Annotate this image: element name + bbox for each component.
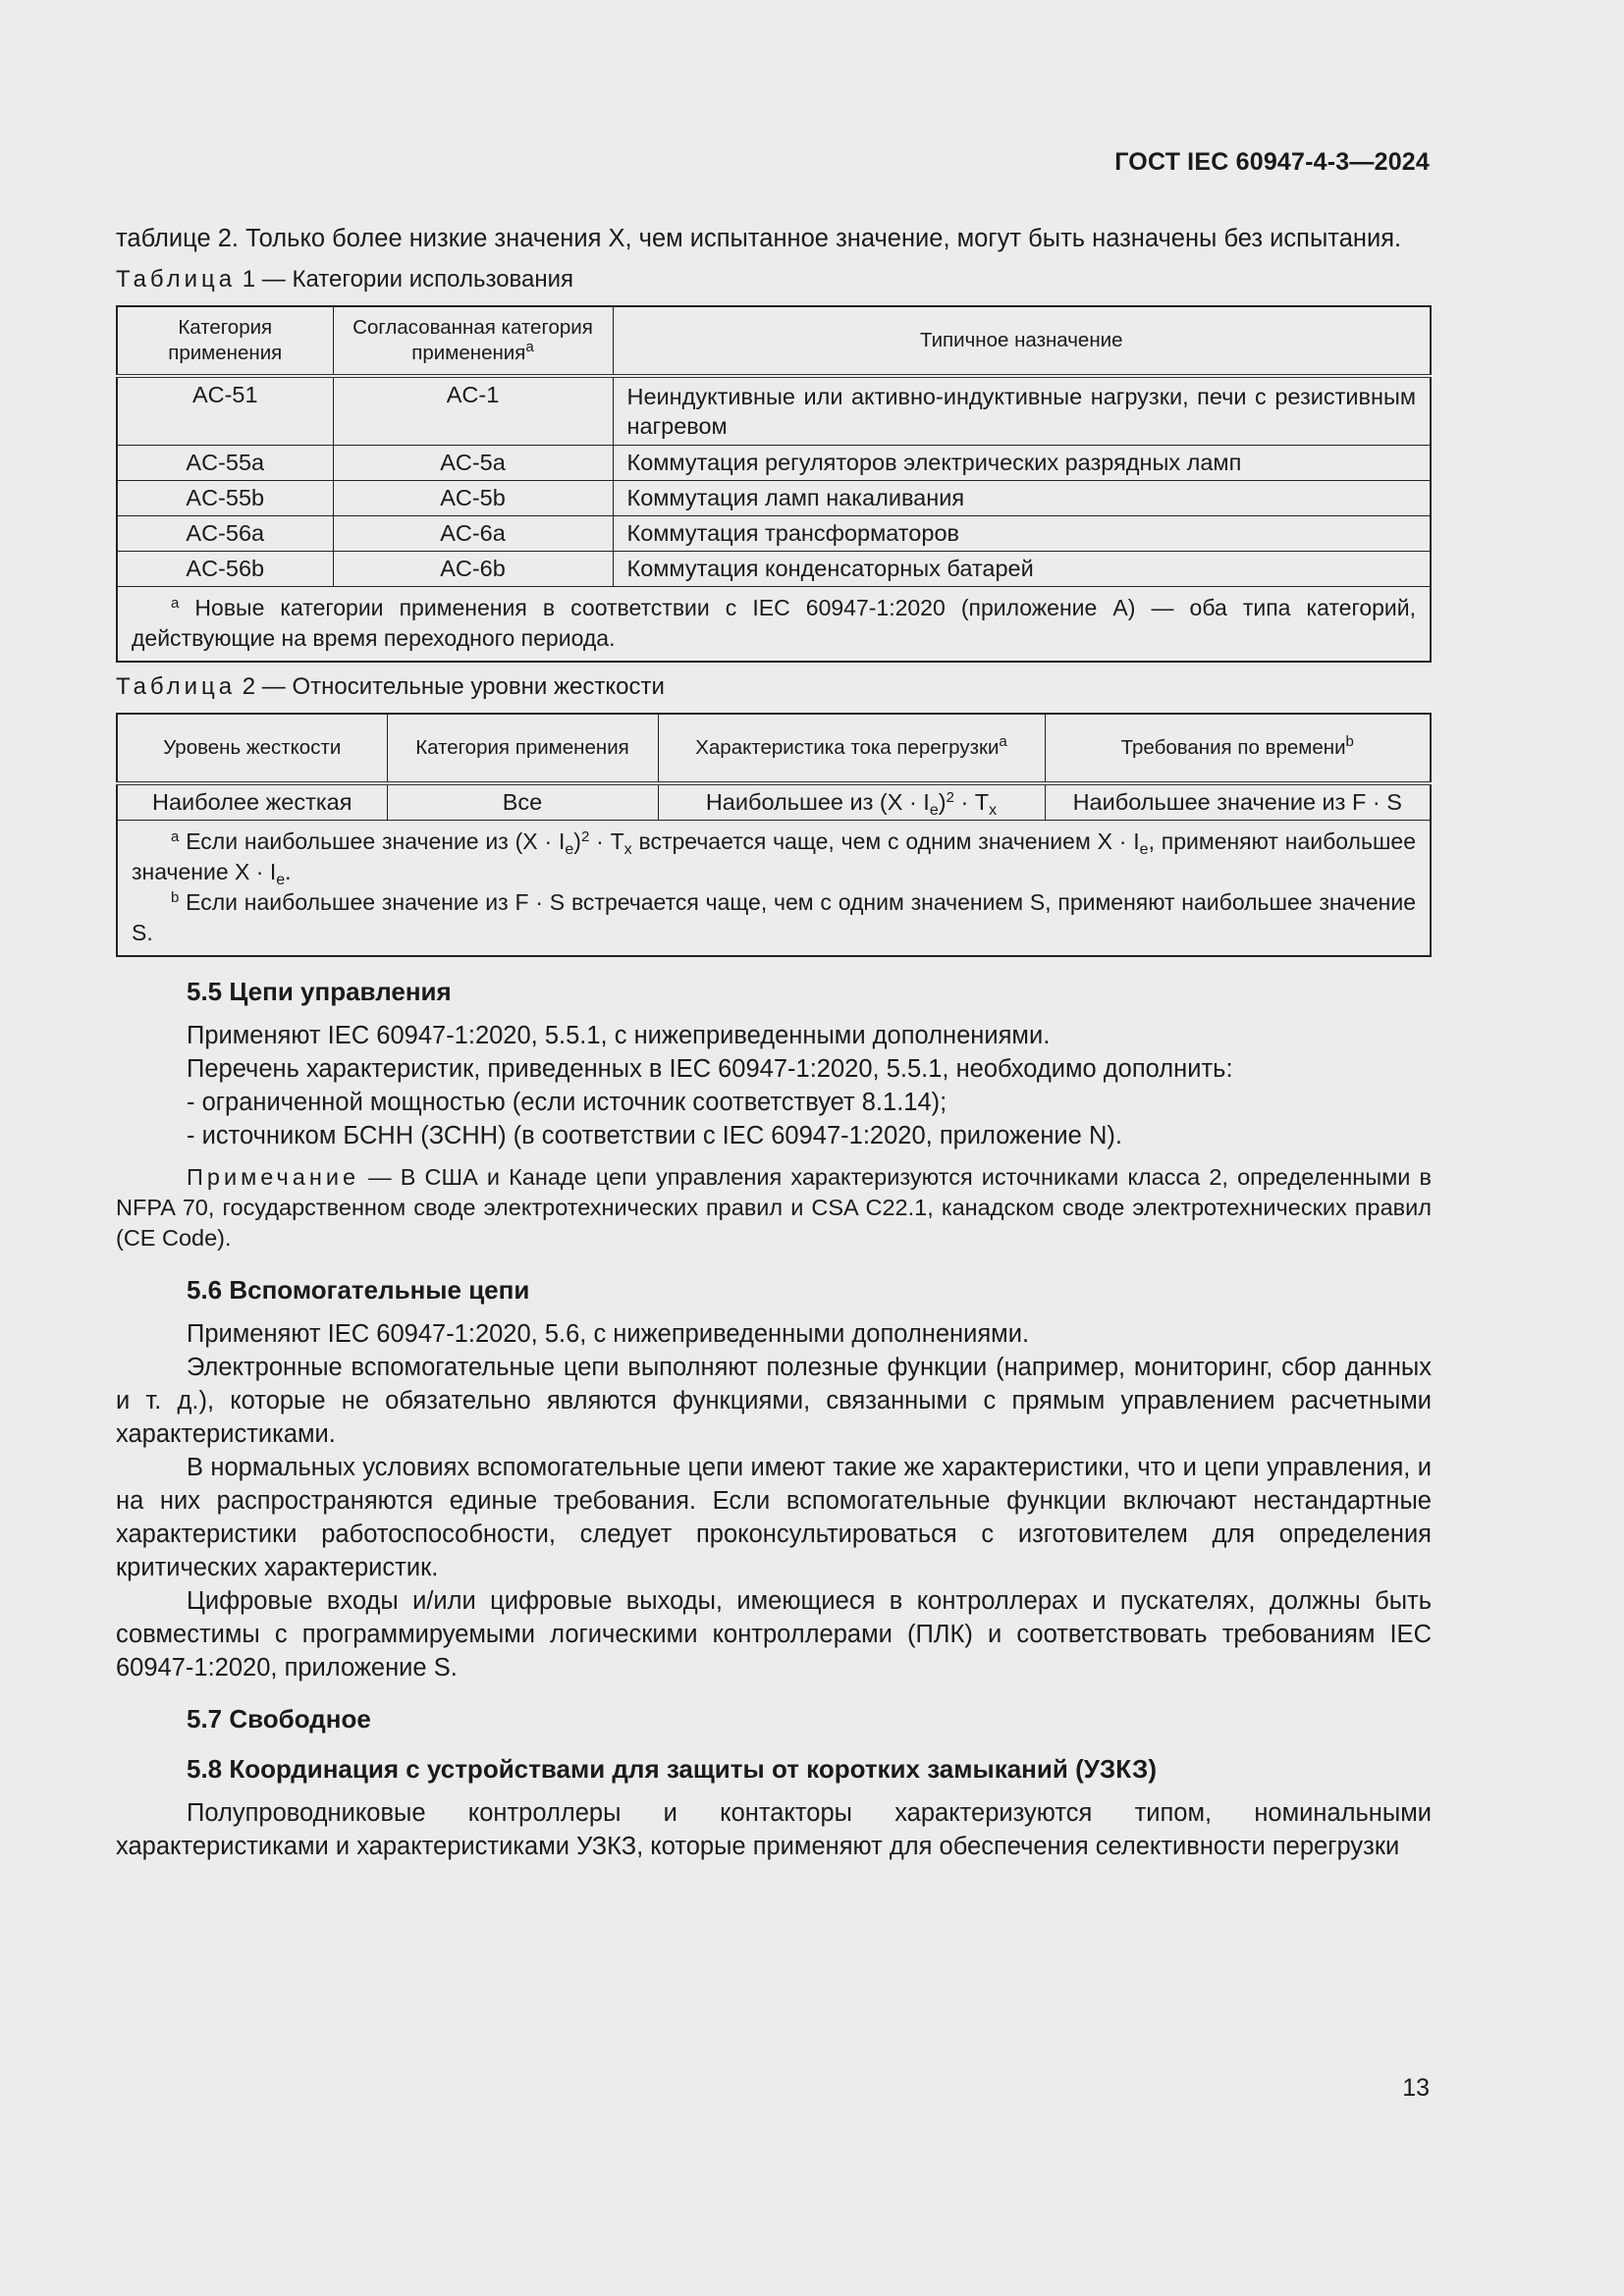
- formula-part: ): [938, 789, 947, 815]
- note-part: .: [285, 859, 292, 884]
- note-text: — В США и Канаде цепи управления характеризуются источниками класса 2, определенными в NFPA 70, государственном своде электротехнических правил и CSA C22.1, канадском своде электротехнических правил (CE Code).: [116, 1164, 1432, 1251]
- footnote-mark: a: [999, 733, 1007, 750]
- page-content: [116, 222, 1432, 1863]
- footnote-mark: b: [171, 889, 180, 906]
- footnote-mark: b: [1345, 733, 1354, 750]
- table2-header-text: Характеристика тока перегрузки: [695, 736, 1000, 759]
- table-cell: AC-55b: [117, 481, 333, 516]
- note-part: ): [573, 828, 581, 854]
- table2-caption-text: 2 — Относительные уровни жесткости: [242, 673, 665, 700]
- page-number: 13: [1402, 2074, 1430, 2102]
- table2-footnote-row: [117, 821, 1431, 957]
- table-cell: Все: [387, 783, 658, 821]
- table1-header-row: [117, 306, 1431, 376]
- table-cell: AC-5a: [333, 446, 613, 481]
- note-sup: 2: [580, 828, 590, 845]
- formula-sub: e: [929, 802, 939, 819]
- document-header: ГОСТ IEC 60947-4-3—2024: [1114, 148, 1430, 176]
- section-5-5-line: Перечень характеристик, приведенных в IEC 60947-1:2020, 5.5.1, необходимо дополнить:: [187, 1055, 1233, 1083]
- note-sub: e: [276, 872, 286, 888]
- footnote-mark: a: [525, 339, 534, 355]
- section-5-5-line: Применяют IEC 60947-1:2020, 5.5.1, с нижеприведенными дополнениями.: [187, 1022, 1051, 1049]
- table2-header-text: Требования по времени: [1120, 736, 1346, 759]
- note-sub: x: [623, 841, 632, 858]
- table1-footnote: [117, 587, 1431, 663]
- section-5-5-line: - источником БСНН (ЗСНН) (в соответствии с IEC 60947-1:2020, приложение N).: [187, 1122, 1122, 1149]
- footnote-text: Новые категории применения в соответствии с IEC 60947-1:2020 (приложение A) — оба типа категорий, действующие на время переходного периода.: [132, 595, 1416, 651]
- table-cell: AC-6a: [333, 516, 613, 552]
- note-part: встречается чаще, чем с одним значением X · I: [631, 828, 1140, 854]
- note-label: Примечание: [187, 1164, 360, 1190]
- table-cell: AC-6b: [333, 552, 613, 587]
- formula-part: · T: [953, 789, 990, 815]
- table-cell: Наиболее жесткая: [117, 783, 387, 821]
- note-sub: e: [565, 841, 574, 858]
- table1: [116, 305, 1432, 663]
- note-text: Если наибольшее значение из F · S встречается чаще, чем с одним значением S, применяют наибольшее значение S.: [132, 889, 1417, 945]
- table-row: [117, 446, 1431, 481]
- table-cell: Наибольшее значение из F · S: [1045, 783, 1431, 821]
- section-5-6-paragraph: В нормальных условиях вспомогательные цепи имеют такие же характеристики, что и цепи управления, и на них распространяются единые требования. Если вспомогательные функции включают нестандартные характеристики работоспособности, следует проконсультироваться с изготовителем для определения критических характеристик.: [116, 1454, 1432, 1581]
- table-row: [117, 481, 1431, 516]
- table-cell: AC-5b: [333, 481, 613, 516]
- formula-sub: x: [989, 802, 998, 819]
- table2-header-cell: [1045, 714, 1431, 783]
- table2-header-cell: Категория применения: [387, 714, 658, 783]
- table1-header-cell: Типичное назначение: [613, 306, 1431, 376]
- table-cell: Коммутация трансформаторов: [613, 516, 1431, 552]
- table-cell: Неиндуктивные или активно-индуктивные нагрузки, печи с резистивным нагревом: [613, 376, 1431, 446]
- table-cell: AC-51: [117, 376, 333, 446]
- table-cell: AC-56b: [117, 552, 333, 587]
- formula-sup: 2: [946, 789, 954, 806]
- footnote-mark: a: [171, 595, 180, 612]
- table2-footnote-a: [132, 827, 1416, 887]
- table2-header-cell: [658, 714, 1045, 783]
- section-5-8-paragraph: Полупроводниковые контроллеры и контакторы характеризуются типом, номинальными характеристиками и характеристиками УЗКЗ, которые применяют для обеспечения селективности перегрузки: [116, 1799, 1432, 1860]
- section-5-7-title: 5.7 Свободное: [187, 1704, 371, 1734]
- table-row: [117, 783, 1431, 821]
- section-5-6-title: 5.6 Вспомогательные цепи: [187, 1275, 530, 1305]
- table-cell: Коммутация регуляторов электрических разрядных ламп: [613, 446, 1431, 481]
- table-cell: Коммутация конденсаторных батарей: [613, 552, 1431, 587]
- note-part: Если наибольшее значение из (X · I: [186, 828, 566, 854]
- section-5-8-title: 5.8 Координация с устройствами для защиты от коротких замыканий (УЗКЗ): [187, 1754, 1157, 1784]
- section-5-6-paragraph: Применяют IEC 60947-1:2020, 5.6, с нижеприведенными дополнениями.: [187, 1320, 1030, 1348]
- table-row: [117, 376, 1431, 446]
- table1-header-text: Согласованная категория применения: [352, 316, 593, 364]
- table2-caption: [116, 672, 1432, 702]
- table1-footnote-row: [117, 587, 1431, 663]
- table-cell: AC-55a: [117, 446, 333, 481]
- section-5-5-line: - ограниченной мощностью (если источник соответствует 8.1.14);: [187, 1089, 947, 1116]
- table-cell: [658, 783, 1045, 821]
- table-row: [117, 516, 1431, 552]
- table2-footnote-b: [132, 887, 1416, 948]
- note-sub: e: [1139, 841, 1149, 858]
- table1-caption: [116, 265, 1432, 294]
- table2-footnotes: [117, 821, 1431, 957]
- table-row: [117, 552, 1431, 587]
- section-5-6-paragraph: Цифровые входы и/или цифровые выходы, имеющиеся в контроллерах и пускателях, должны быть совместимы с программируемыми логическими контроллерами (ПЛК) и соответствовать требованиям IEC 60947-1:2020, приложение S.: [116, 1587, 1432, 1682]
- section-5-6-paragraph: Электронные вспомогательные цепи выполняют полезные функции (например, мониторинг, сбор данных и т. д.), которые не обязательно являются функциями, связанными с прямым управлением расчетными характеристиками.: [116, 1354, 1432, 1448]
- note-part: , применяют наибольшее значение X · I: [132, 828, 1416, 884]
- table1-caption-prefix: Таблица: [116, 266, 237, 293]
- table2-header-row: [117, 714, 1431, 783]
- footnote-mark: a: [171, 828, 180, 845]
- section-5-5-note: [116, 1162, 1432, 1254]
- table-cell: Коммутация ламп накаливания: [613, 481, 1431, 516]
- table1-header-cell: Категория применения: [117, 306, 333, 376]
- note-part: · T: [589, 828, 624, 854]
- section-5-5-title: 5.5 Цепи управления: [187, 977, 452, 1006]
- table2: [116, 713, 1432, 957]
- table-cell: AC-1: [333, 376, 613, 446]
- table-cell: AC-56a: [117, 516, 333, 552]
- table1-header-cell: [333, 306, 613, 376]
- table1-caption-text: 1 — Категории использования: [242, 266, 574, 293]
- formula-part: Наибольшее из (X · I: [705, 789, 930, 815]
- table2-header-cell: Уровень жесткости: [117, 714, 387, 783]
- table2-caption-prefix: Таблица: [116, 673, 237, 700]
- intro-paragraph: таблице 2. Только более низкие значения X, чем испытанное значение, могут быть назначены без испытания.: [116, 225, 1402, 252]
